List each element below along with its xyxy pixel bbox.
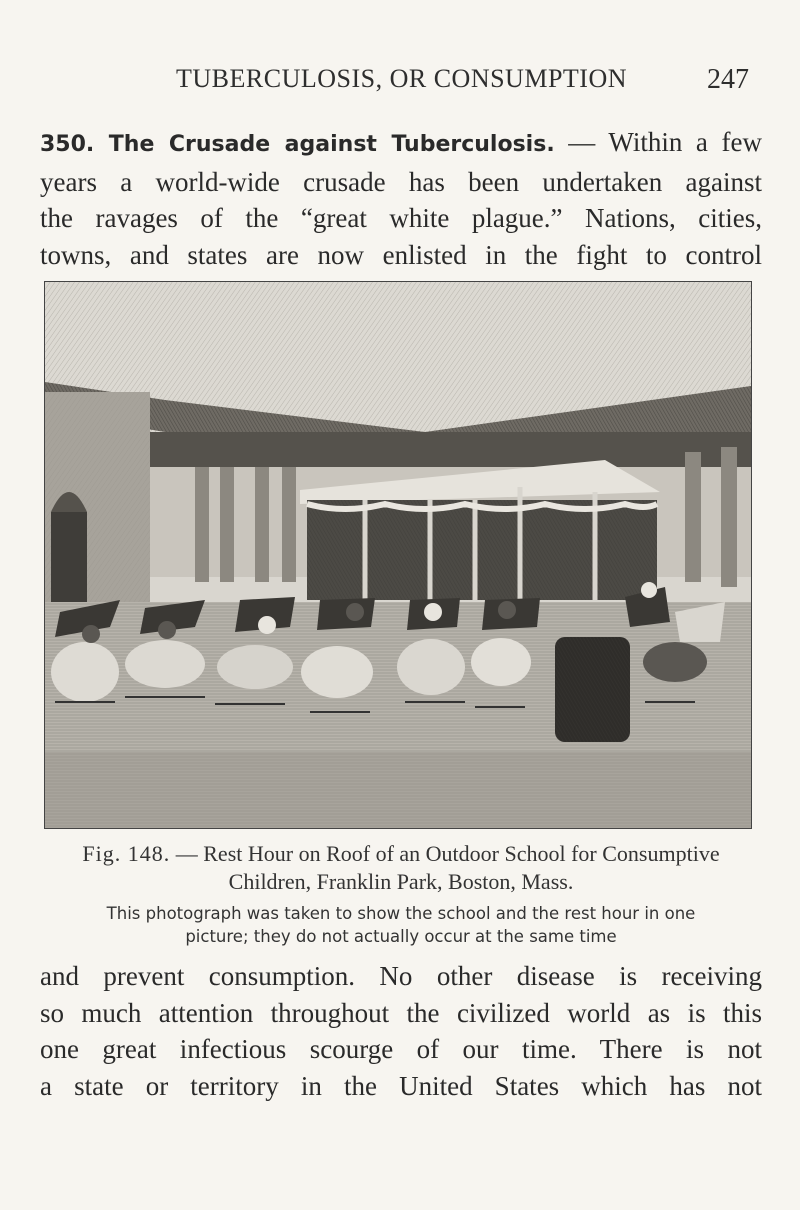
paragraph-line: years a world-wide crusade has been undertaken against: [40, 166, 762, 197]
rooftop-rest-hour-illustration: [45, 282, 751, 828]
caption-line: [40, 840, 762, 868]
paragraph-line: one great infectious scourge of our time. There is not: [40, 1034, 762, 1064]
figure-photograph: [44, 281, 752, 829]
caption-line: Children, Franklin Park, Boston, Mass.: [228, 869, 574, 894]
paragraph-text: Within a few: [608, 127, 763, 157]
figure-label: Fig. 148.: [82, 841, 171, 866]
figure-note: [40, 902, 762, 948]
em-dash: —: [554, 127, 609, 157]
paragraph-line: so much attention throughout the civilized world as is this: [40, 997, 762, 1028]
paragraph-line: and prevent consumption. No other disease is receiving: [40, 961, 762, 991]
section-paragraph: [40, 124, 762, 273]
paragraph-line: towns, and states are now enlisted in the fight to control: [40, 239, 762, 270]
paragraph-line: the ravages of the “great white plague.” Nations, cities,: [40, 203, 762, 233]
paragraph-line: [40, 124, 762, 164]
paragraph-line: a state or territory in the United States which has not: [40, 1070, 762, 1101]
page-number: 247: [707, 64, 749, 95]
figure-caption: [40, 840, 762, 896]
page-header: [0, 62, 800, 102]
running-head: TUBERCULOSIS, OR CONSUMPTION: [176, 64, 627, 93]
section-heading: 350. The Crusade against Tuberculosis.: [40, 132, 555, 157]
continuation-paragraph: [40, 958, 762, 1104]
note-line: This photograph was taken to show the school and the rest hour in one: [106, 904, 696, 923]
caption-title: — Rest Hour on Roof of an Outdoor School for Consumptive: [170, 841, 720, 866]
note-line: picture; they do not actually occur at the same time: [185, 927, 617, 946]
